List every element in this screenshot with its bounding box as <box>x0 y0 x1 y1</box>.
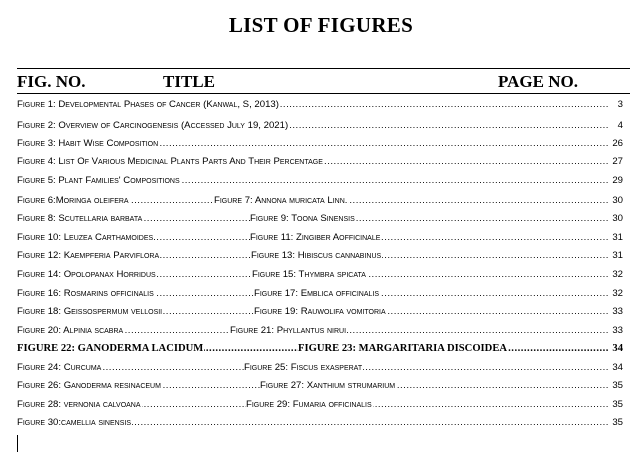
entry-title-right: Figure 27: Xanthium strumarium <box>260 377 396 395</box>
entry-page: 26 <box>609 135 623 153</box>
toc-entry-figure-1[interactable] <box>17 96 623 114</box>
toc-entry-figure-28-29[interactable] <box>17 396 623 414</box>
entry-title-right: Figure 29: Fumaria officinalis <box>246 396 373 414</box>
entry-title: Figure 4: List Of Various Medicinal Plants Parts And Their Percentage <box>17 153 324 171</box>
page-title: LIST OF FIGURES <box>228 13 414 37</box>
entry-page: 30 <box>609 210 623 228</box>
entry-page: 3 <box>609 96 623 114</box>
toc-entry-figure-20-21[interactable] <box>17 322 623 340</box>
entry-title-right: Figure 7: Annona muricata Linn. <box>214 192 348 210</box>
toc-entry-figure-2[interactable] <box>17 117 623 135</box>
entry-title-left: FIGURE 22: GANODERMA LACIDUM <box>17 340 204 358</box>
entry-page: 35 <box>609 396 623 414</box>
entry-title-left: Figure 20: Alpinia scabra <box>17 322 124 340</box>
column-header-title: TITLE <box>163 72 215 91</box>
text-cursor <box>17 435 18 452</box>
entry-page: 4 <box>609 117 623 135</box>
toc-entry-figure-30[interactable] <box>17 414 623 432</box>
toc-entry-figure-24-25[interactable] <box>17 359 623 377</box>
entry-title-left: Figure 28: vernonia calvoana <box>17 396 142 414</box>
entry-title-right: Figure 15: Thymbra spicata <box>252 266 367 284</box>
entry-page: 34 <box>609 359 623 377</box>
entry-page: 29 <box>609 172 623 190</box>
entry-page: 33 <box>609 322 623 340</box>
toc-entry-figure-14-15[interactable] <box>17 266 623 284</box>
column-header-fig-no: FIG. NO. <box>17 72 86 91</box>
entry-page: 30 <box>609 192 623 210</box>
toc-entry-figure-6-7[interactable] <box>17 192 623 210</box>
entry-title: Figure 2: Overview of Carcinogenesis (Accessed July 19, 2021) <box>17 117 289 135</box>
entry-title-right: Figure 13: Hibiscus cannabinus <box>251 247 382 265</box>
toc-entry-figure-22-23[interactable] <box>17 340 623 358</box>
toc-entry-figure-3[interactable] <box>17 135 623 153</box>
entry-title-right: Figure 17: Emblica officinalis <box>254 285 380 303</box>
entry-title-right: Figure 21: Phyllantus nirui <box>230 322 347 340</box>
entry-title-right: Figure 19: Rauwolifa vomitoria <box>254 303 387 321</box>
entry-page: 31 <box>609 229 623 247</box>
entry-title-left: Figure 10: Leuzea Carthamoides <box>17 229 154 247</box>
entry-page: 32 <box>609 266 623 284</box>
entry-title: Figure 3: Habit Wise Composition <box>17 135 159 153</box>
entry-title-right: FIGURE 23: MARGARITARIA DISCOIDEA <box>298 340 508 358</box>
entry-title-left: Figure 18: Geissospermum vellosii <box>17 303 163 321</box>
entry-title-left: Figure 16: Rosmarins officinalis <box>17 285 155 303</box>
entry-page: 35 <box>609 377 623 395</box>
entry-title-left: Figure 12: Kaempferia Parviflora <box>17 247 160 265</box>
entry-title-left: Figure 14: Opolopanax Horridus <box>17 266 157 284</box>
entry-page: 27 <box>609 153 623 171</box>
entry-page: 31 <box>609 247 623 265</box>
entry-page: 34 <box>609 340 623 358</box>
entry-page: 35 <box>609 414 623 432</box>
entry-title-left: Figure 26: Ganoderma resinaceum <box>17 377 162 395</box>
entry-title-right: Figure 25: Fiscus exasperat <box>244 359 363 377</box>
entry-title-left: Figure 24: Curcuma <box>17 359 102 377</box>
toc-entry-figure-12-13[interactable] <box>17 247 623 265</box>
entry-title: Figure 5: Plant Families' Compositions <box>17 172 181 190</box>
entry-title-left: Figure 8: Scutellaria barbata <box>17 210 143 228</box>
column-header-page-no: PAGE NO. <box>498 72 578 91</box>
toc-entry-figure-16-17[interactable] <box>17 285 623 303</box>
entry-title-right: Figure 11: Zingiber Aofficinale <box>250 229 381 247</box>
toc-entry-figure-4[interactable] <box>17 153 623 171</box>
toc-entry-figure-8-9[interactable] <box>17 210 623 228</box>
header-rule <box>17 93 630 94</box>
toc-entry-figure-26-27[interactable] <box>17 377 623 395</box>
toc-entry-figure-5[interactable] <box>17 172 623 190</box>
entry-page: 33 <box>609 303 623 321</box>
entry-page: 32 <box>609 285 623 303</box>
entry-title-right: Figure 9: Toona Sinensis <box>250 210 356 228</box>
toc-entry-figure-10-11[interactable] <box>17 229 623 247</box>
entry-title: Figure 30:camellia sinensis <box>17 414 132 432</box>
entry-title-left: Figure 6:Moringa oleifera <box>17 192 130 210</box>
toc-entry-figure-18-19[interactable] <box>17 303 623 321</box>
entry-title: Figure 1: Developmental Phases of Cancer (Kanwal, S, 2013) <box>17 96 280 114</box>
top-rule <box>17 68 630 69</box>
